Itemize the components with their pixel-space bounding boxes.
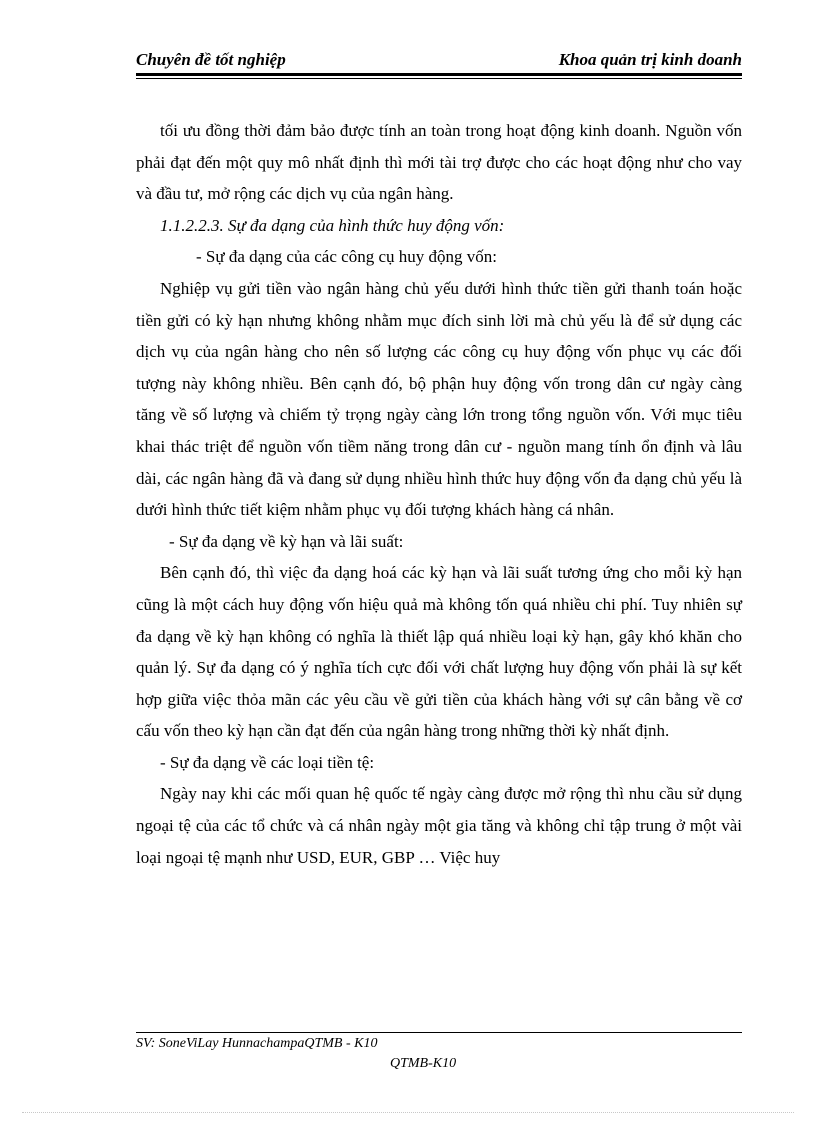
header-rule-thick	[136, 73, 742, 76]
header-title-left: Chuyên đề tốt nghiệp	[136, 50, 286, 69]
footer-class: QTMB-K10	[390, 1056, 457, 1071]
paragraph: Ngày nay khi các mối quan hệ quốc tế ngày càng được mở rộng thì nhu cầu sử dụng ngoại tệ của các tổ chức và cá nhân ngày một gia tăng và không chỉ tập trung ở một vài loại ngoại tệ mạnh như USD, EUR, GBP … Việc huy	[136, 784, 742, 867]
footer-rule	[136, 1032, 742, 1033]
page-header	[136, 48, 742, 76]
paragraph: Nghiệp vụ gửi tiền vào ngân hàng chủ yếu dưới hình thức tiền gửi thanh toán hoặc tiền gửi có kỳ hạn nhưng không nhằm mục đích sinh lời mà chủ yếu là để sử dụng các dịch vụ của ngân hàng cho nên số lượng các công cụ huy động vốn phục vụ các đối tượng này không nhiều. Bên cạnh đó, bộ phận huy động vốn trong dân cư ngày càng tăng về số lượng và chiếm tỷ trọng ngày càng lớn trong tổng nguồn vốn. Với mục tiêu khai thác triệt để nguồn vốn tiềm năng trong dân cư - nguồn mang tính ổn định và lâu dài, các ngân hàng đã và đang sử dụng nhiều hình thức huy động vốn đa dạng chủ yếu là dưới hình thức tiết kiệm nhằm phục vụ đối tượng khách hàng cá nhân.	[136, 278, 742, 520]
bullet-heading: - Sự đa dạng về các loại tiền tệ:	[160, 752, 375, 772]
bullet-heading: - Sự đa dạng của các công cụ huy động vốn:	[196, 247, 497, 267]
bullet-heading: - Sự đa dạng về kỳ hạn và lãi suất:	[169, 531, 404, 551]
header-rule-thin	[136, 78, 742, 79]
header-title-right: Khoa quản trị kinh doanh	[558, 50, 742, 69]
paragraph: Bên cạnh đó, thì việc đa dạng hoá các kỳ hạn và lãi suất tương ứng cho mỗi kỳ hạn cũng là một cách huy động vốn hiệu quả mà không tốn quá nhiều chi phí. Tuy nhiên sự đa dạng về kỳ hạn không có nghĩa là thiết lập quá nhiều loại kỳ hạn, gây khó khăn cho quản lý. Sự đa dạng có ý nghĩa tích cực đối với chất lượng huy động vốn phải là sự kết hợp giữa việc thỏa mãn các yêu cầu về gửi tiền của khách hàng với sự cân bằng về cơ cấu vốn theo kỳ hạn cần đạt đến của ngân hàng trong những thời kỳ nhất định.	[136, 563, 742, 741]
section-heading: 1.1.2.2.3. Sự đa dạng của hình thức huy động vốn:	[160, 215, 505, 235]
page-border	[22, 1112, 794, 1113]
document-body	[136, 115, 742, 873]
footer-author: SV: SoneViLay HunnachampaQTMB - K10	[136, 1036, 378, 1051]
paragraph: tối ưu đồng thời đảm bảo được tính an toàn trong hoạt động kinh doanh. Nguồn vốn phải đạt đến một quy mô nhất định thì mới tài trợ được cho các hoạt động như cho vay và đầu tư, mở rộng các dịch vụ của ngân hàng.	[136, 121, 742, 204]
